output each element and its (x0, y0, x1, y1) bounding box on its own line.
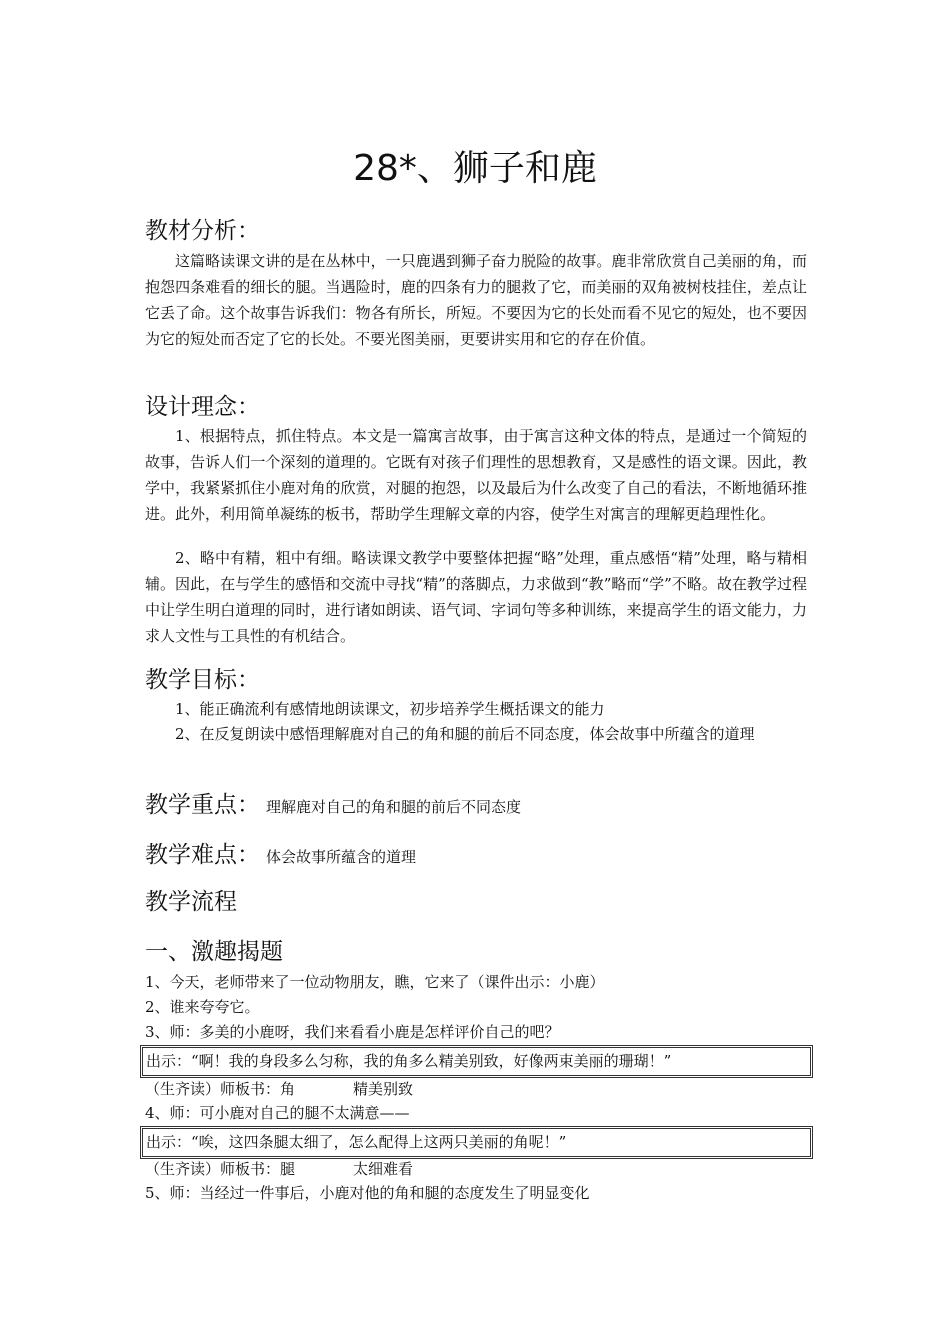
key-point-text: 理解鹿对自己的角和腿的前后不同态度 (266, 798, 522, 816)
goal-1: 1、能正确流利有感情地朗读课文，初步培养学生概括课文的能力 (175, 700, 605, 718)
flow-heading: 教学流程 (145, 889, 237, 915)
board-line-1-label: （生齐读）师板书：角 (145, 1080, 296, 1098)
step-1-heading: 一、激趣揭题 (145, 939, 283, 965)
goals-heading: 教学目标： (145, 667, 260, 693)
board-line-1-value: 精美别致 (353, 1080, 414, 1098)
board-line-2-label: （生齐读）师板书：腿 (145, 1160, 296, 1178)
key-point-heading: 教学重点： (145, 792, 260, 818)
difficulty-text: 体会故事所蕴含的道理 (266, 848, 417, 866)
display-box-1: 出示：“啊！我的身段多么匀称，我的角多么精美别致，好像两束美丽的珊瑚！” (140, 1045, 813, 1078)
flow-line-1: 1、今天，老师带来了一位动物朋友，瞧，它来了（课件出示：小鹿） (145, 973, 605, 991)
goal-2: 2、在反复朗读中感悟理解鹿对自己的角和腿的前后不同态度，体会故事中所蕴含的道理 (175, 725, 755, 743)
flow-line-2: 2、谁来夸夸它。 (145, 998, 260, 1016)
difficulty-point (145, 836, 416, 869)
key-point (145, 786, 521, 819)
flow-line-4: 4、师：可小鹿对自己的腿不太满意—— (145, 1104, 410, 1122)
board-line-2-value: 太细难看 (353, 1160, 414, 1178)
analysis-paragraph: 这篇略读课文讲的是在丛林中，一只鹿遇到狮子奋力脱险的故事。鹿非常欣赏自己美丽的角，而抱怨四条难看的细长的腿。当遇险时，鹿的四条有力的腿救了它，而美丽的双角被树枝挂住，差点让它丢了命。这个故事告诉我们：物各有所长，所短。不要因为它的长处而看不见它的短处，也不要因为它的短处而否定了它的长处。不要光图美丽，更要讲实用和它的存在价值。 (145, 252, 807, 348)
board-line-2 (145, 1157, 807, 1181)
difficulty-heading: 教学难点： (145, 842, 260, 868)
flow-line-3: 3、师：多美的小鹿呀，我们来看看小鹿是怎样评价自己的吧？ (145, 1023, 560, 1041)
analysis-heading: 教材分析： (145, 218, 260, 244)
design-paragraph-1: 1、根据特点，抓住特点。本文是一篇寓言故事，由于寓言这种文体的特点，是通过一个简短的故事，告诉人们一个深刻的道理的。它既有对孩子们理性的思想教育，又是感性的语文课。因此，教学中，我紧紧抓住小鹿对角的欣赏，对腿的抱怨，以及最后为什么改变了自己的看法，不断地循环推进。此外，利用简单凝练的板书，帮助学生理解文章的内容，使学生对寓言的理解更趋理性化。 (145, 427, 807, 523)
design-heading: 设计理念： (145, 394, 260, 420)
design-paragraph-2: 2、略中有精，粗中有细。略读课文教学中要整体把握“略”处理，重点感悟“精”处理，略与精相辅。因此，在与学生的感悟和交流中寻找“精”的落脚点，力求做到“教”略而“学”不略。故在教学过程中让学生明白道理的同时，进行诸如朗读、语气词、字词句等多种训练，来提高学生的语文能力，力求人文性与工具性的有机结合。 (145, 549, 807, 645)
flow-line-5: 5、师：当经过一件事后，小鹿对他的角和腿的态度发生了明显变化 (145, 1184, 590, 1202)
display-box-2: 出示：“唉，这四条腿太细了，怎么配得上这两只美丽的角呢！” (140, 1126, 813, 1159)
board-line-1 (145, 1077, 807, 1101)
page-title: 28*、狮子和鹿 (353, 148, 597, 189)
